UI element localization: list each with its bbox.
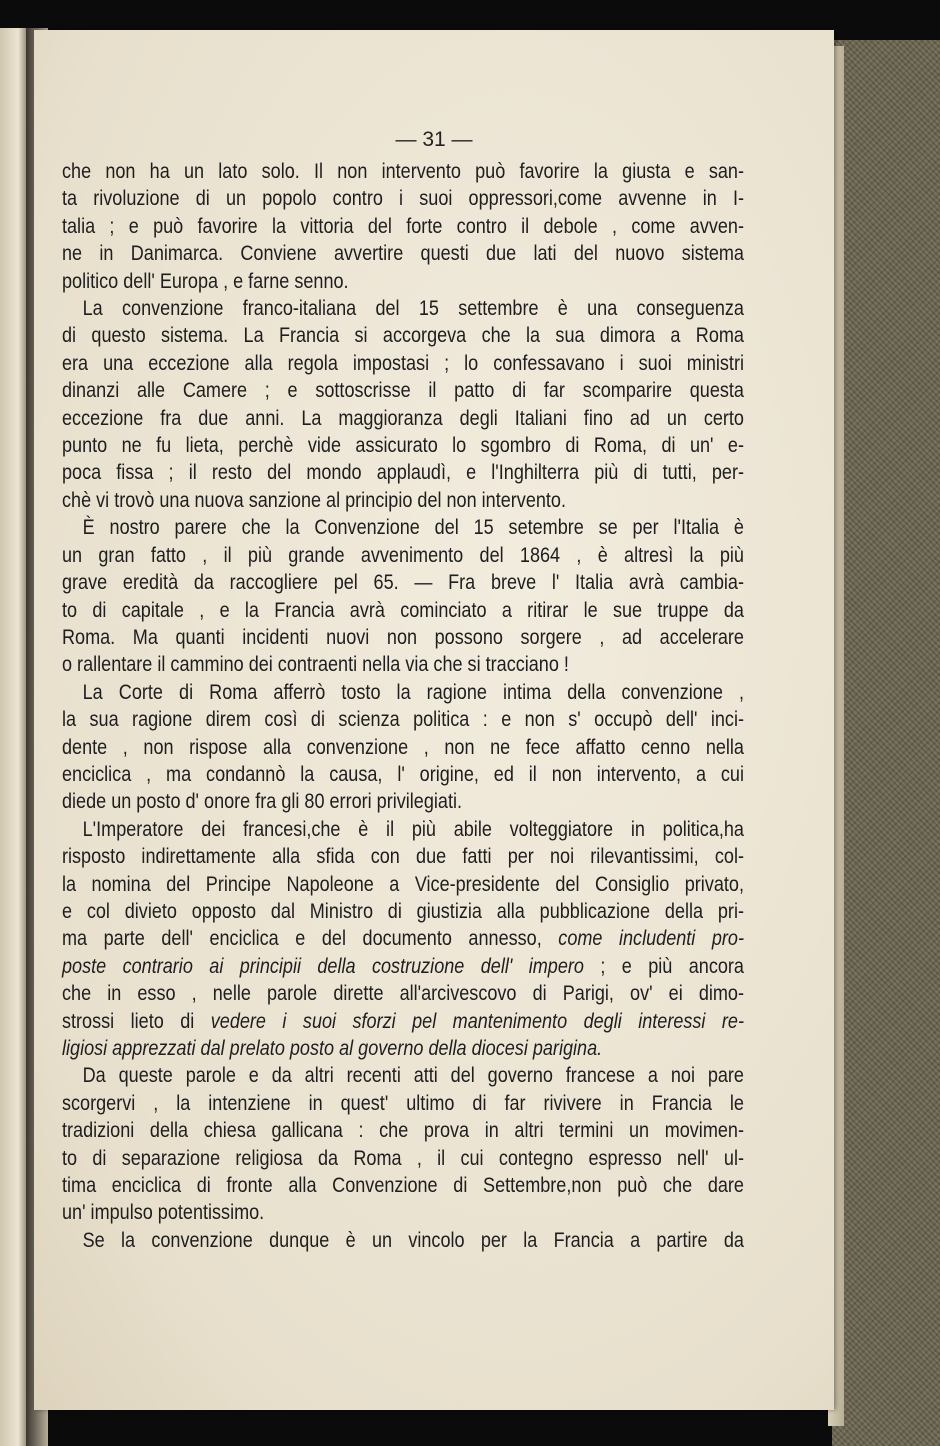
text-run: ta rivoluzione di un popolo contro i suoi oppressori,come avvenne in I- xyxy=(62,187,744,211)
text-run: grave eredità da raccogliere pel 65. — Fra breve l' Italia avrà cambia- xyxy=(62,571,744,595)
text-line xyxy=(62,542,744,569)
text-run: to di separazione religiosa da Roma , il cui contegno espresso nell' ul- xyxy=(62,1146,744,1170)
text-line xyxy=(62,295,744,322)
text-run: dinanzi alle Camere ; e sottoscrisse il patto di far scomparire questa xyxy=(62,379,744,403)
text-line xyxy=(62,432,744,459)
text-line xyxy=(62,953,744,980)
text-run: La Corte di Roma afferrò tosto la ragione intima della convenzione , xyxy=(82,680,744,704)
text-line xyxy=(62,925,744,952)
text-line xyxy=(62,597,744,624)
text-line xyxy=(62,459,744,486)
text-line xyxy=(62,1090,744,1117)
text-line xyxy=(62,185,744,212)
text-line xyxy=(62,377,744,404)
text-run: Se la convenzione dunque è un vincolo per la Francia a partire da xyxy=(82,1228,744,1252)
text-run: poca fissa ; il resto del mondo applaudì, e l'Inghilterra più di tutti, per- xyxy=(62,461,744,485)
text-line xyxy=(62,158,744,185)
text-run: ne in Danimarca. Conviene avvertire questi due lati del nuovo sistema xyxy=(62,242,744,266)
text-line xyxy=(62,268,744,295)
text-run: che in esso , nelle parole dirette all'arcivescovo di Parigi, ov' ei dimo- xyxy=(62,982,744,1006)
text-line xyxy=(62,871,744,898)
text-line xyxy=(62,569,744,596)
text-run: politico dell' Europa , e farne senno. xyxy=(62,269,349,293)
text-run: punto ne fu lieta, perchè vide assicurato lo sgombro di Roma, di un' e- xyxy=(62,434,744,458)
text-line xyxy=(62,1199,744,1226)
book-cover xyxy=(832,40,940,1446)
text-line xyxy=(62,1008,744,1035)
text-run: era una eccezione alla regola impostasi ; lo confessavano i suoi ministri xyxy=(62,351,744,375)
italic-run: ligiosi apprezzati dal prelato posto al governo della diocesi parigina. xyxy=(62,1037,603,1060)
text-line xyxy=(62,788,744,815)
text-run: scorgervi , la intenziene in quest' ultimo di far rivivere in Francia le xyxy=(62,1091,744,1115)
text-line xyxy=(62,1062,744,1089)
text-run: diede un posto d' onore fra gli 80 errori privilegiati. xyxy=(62,790,462,814)
text-line xyxy=(62,843,744,870)
text-run: e col divieto opposto dal Ministro di giustizia alla pubblicazione della pri- xyxy=(62,899,744,923)
text-line xyxy=(62,898,744,925)
text-line xyxy=(62,624,744,651)
text-line xyxy=(62,651,744,678)
text-line xyxy=(62,1145,744,1172)
page-number: — 31 — xyxy=(395,128,473,151)
text-run: ma parte dell' enciclica e del documento annesso, xyxy=(62,927,559,951)
text-line xyxy=(62,514,744,541)
book-page xyxy=(34,30,834,1410)
text-run: La convenzione franco-italiana del 15 settembre è una conseguenza xyxy=(82,297,744,321)
text-run: strossi lieto di xyxy=(62,1009,211,1033)
text-line xyxy=(62,240,744,267)
text-run: È nostro parere che la Convenzione del 15 setembre se per l'Italia è xyxy=(82,516,744,540)
text-line xyxy=(62,1227,744,1254)
text-line xyxy=(62,405,744,432)
text-run: la sua ragione direm così di scienza politica : e non s' occupò dell' inci- xyxy=(62,708,744,732)
text-run: dente , non rispose alla convenzione , non ne fece affatto cenno nella xyxy=(62,735,744,759)
text-run: di questo sistema. La Francia si accorgeva che la sua dimora a Roma xyxy=(62,324,744,348)
text-run: Roma. Ma quanti incidenti nuovi non possono sorgere , ad accelerare xyxy=(62,625,744,649)
text-run: o rallentare il cammino dei contraenti nella via che si tracciano ! xyxy=(62,653,569,677)
text-run: un gran fatto , il più grande avvenimento del 1864 , è altresì la più xyxy=(62,543,744,567)
text-run: risposto indirettamente alla sfida con due fatti per noi rilevantissimi, col- xyxy=(62,845,744,869)
text-run: to di capitale , e la Francia avrà cominciato a ritirar le sue truppe da xyxy=(62,598,744,622)
text-line xyxy=(62,706,744,733)
page-body-text xyxy=(62,158,744,1254)
text-run: che non ha un lato solo. Il non intervento può favorire la giusta e san- xyxy=(62,160,744,183)
text-line xyxy=(62,350,744,377)
text-line xyxy=(62,1172,744,1199)
italic-run: vedere i suoi sforzi pel mantenimento degli interessi re- xyxy=(210,1009,744,1033)
italic-run: poste contrario ai principii della costruzione dell' impero xyxy=(62,954,584,978)
text-run: un' impulso potentissimo. xyxy=(62,1201,265,1225)
text-run: enciclica , ma condannò la causa, l' origine, ed il non intervento, a cui xyxy=(62,762,744,786)
text-run: talia ; e può favorire la vittoria del forte contro il debole , come avven- xyxy=(62,214,744,238)
text-line xyxy=(62,1035,744,1062)
text-line xyxy=(62,1117,744,1144)
text-line xyxy=(62,213,744,240)
text-run: tradizioni della chiesa gallicana : che prova in altri termini un movimen- xyxy=(62,1119,744,1143)
text-line xyxy=(62,980,744,1007)
text-run: eccezione fra due anni. La maggioranza degli Italiani fino ad un certo xyxy=(62,406,744,430)
text-line xyxy=(62,322,744,349)
text-line xyxy=(62,734,744,761)
text-run: ; e più ancora xyxy=(583,954,744,978)
text-line xyxy=(62,816,744,843)
italic-run: come includenti pro- xyxy=(558,927,744,951)
text-run: chè vi trovò una nuova sanzione al principio del non intervento. xyxy=(62,488,567,512)
text-line xyxy=(62,487,744,514)
text-line xyxy=(62,679,744,706)
text-run: tima enciclica di fronte alla Convenzione di Settembre,non può che dare xyxy=(62,1174,744,1198)
text-line xyxy=(62,761,744,788)
text-run: L'Imperatore dei francesi,che è il più abile volteggiatore in politica,ha xyxy=(82,817,744,841)
text-run: Da queste parole e da altri recenti atti del governo francese a noi pare xyxy=(82,1064,744,1088)
left-page-edge xyxy=(0,28,26,1446)
text-run: la nomina del Principe Napoleone a Vice-presidente del Consiglio privato, xyxy=(62,872,744,896)
